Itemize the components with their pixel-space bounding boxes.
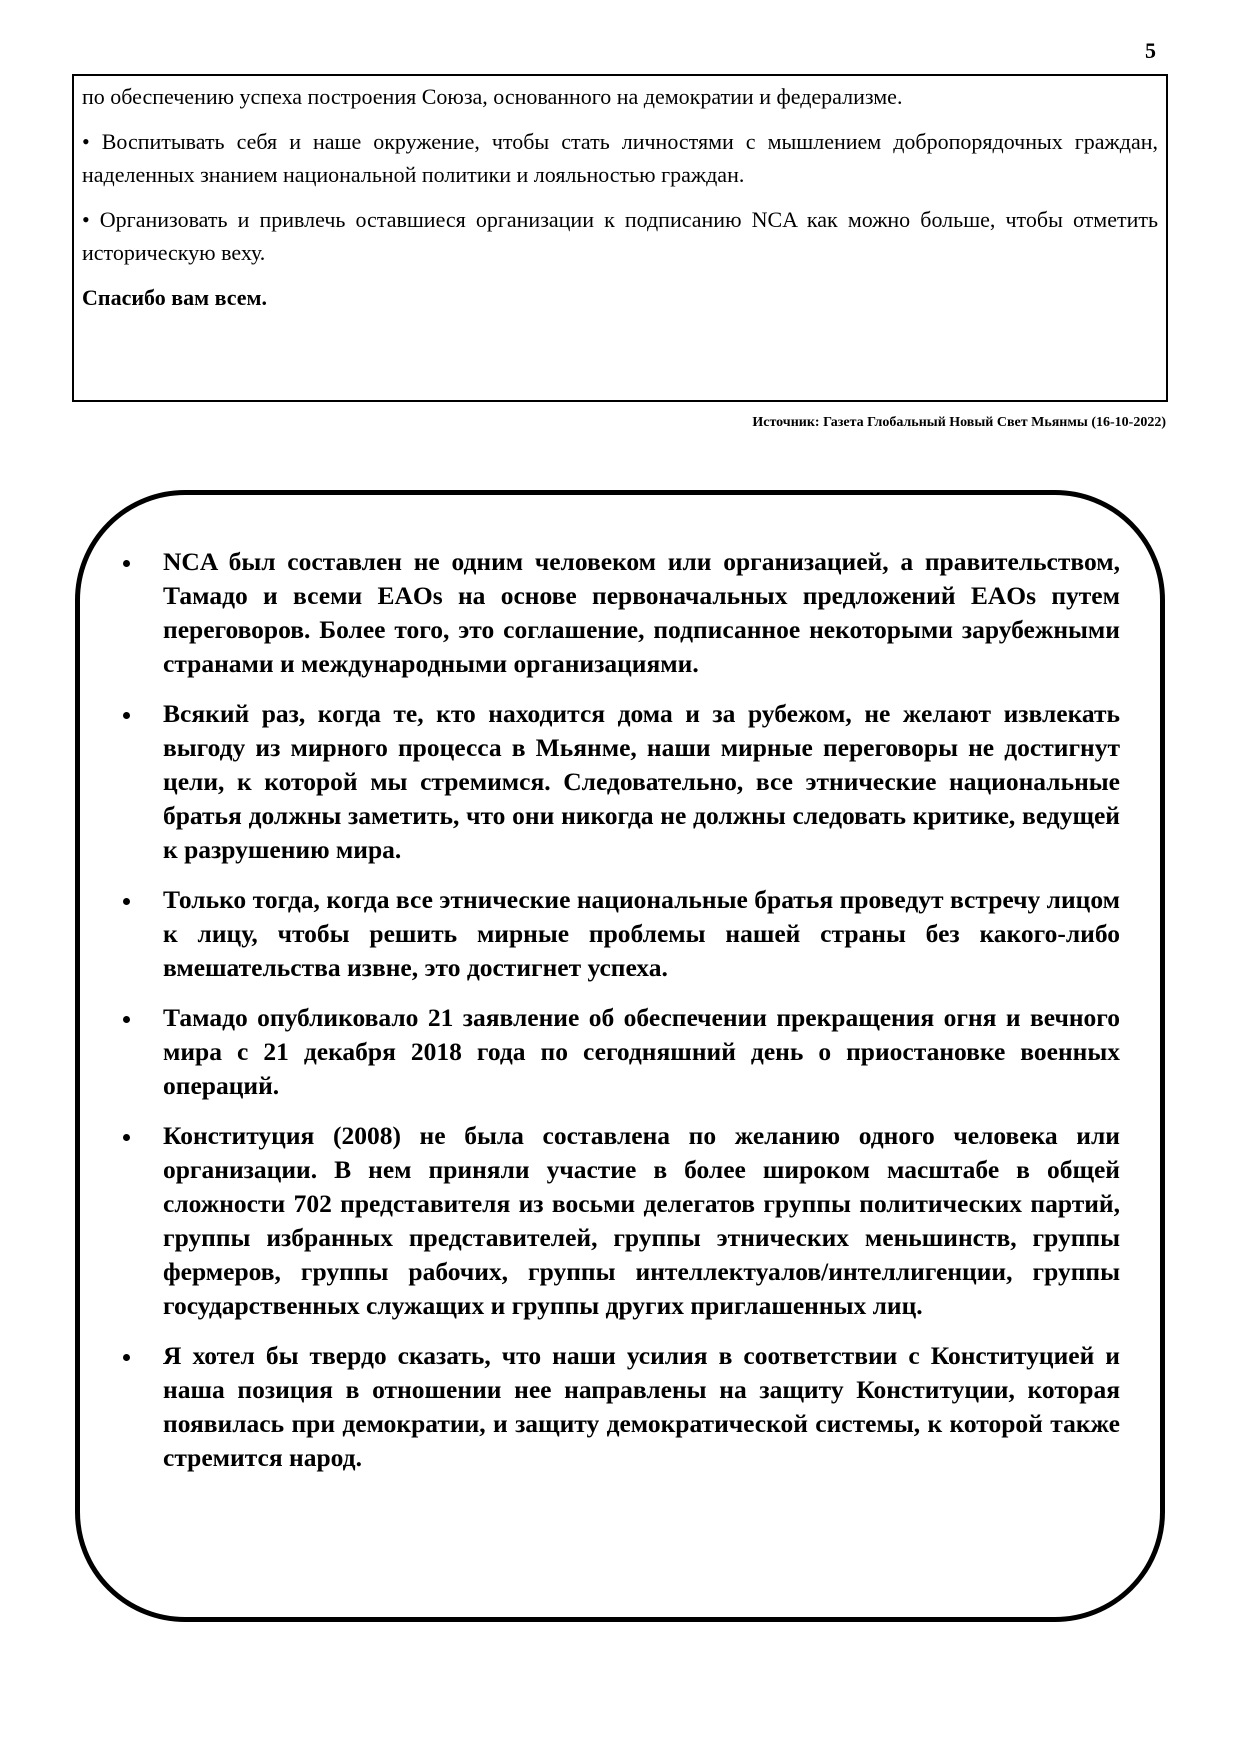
bullet-item (120, 1119, 1120, 1323)
source-citation: Источник: Газета Глобальный Новый Свет Мьянмы (16-10-2022) (752, 415, 1166, 430)
bullet-text: NCA был составлен не одним человеком или организацией, а правительством, Тамадо и всеми EAOs на основе первоначальных предложений EAOs путем переговоров. Более того, это соглашение, подписанное некоторыми зарубежными странами и международными организациями. (163, 547, 1120, 678)
bullet-list (120, 545, 1120, 1491)
bullet-text: Я хотел бы твердо сказать, что наши усилия в соответствии с Конституцией и наша позиция в отношении нее направлены на защиту Конституции, которая появилась при демократии, и защиту демократической системы, к которой также стремится народ. (163, 1341, 1120, 1472)
page-number: 5 (1145, 38, 1156, 63)
bullet-dot-icon (123, 1134, 130, 1141)
bullet-item (120, 545, 1120, 681)
bullet-text: Тамадо опубликовало 21 заявление об обеспечении прекращения огня и вечного мира с 21 декабря 2018 года по сегодняшний день о приостановке военных операций. (163, 1003, 1120, 1100)
bullet-item (120, 1001, 1120, 1103)
bullet-item (120, 1339, 1120, 1475)
quote-paragraph: • Организовать и привлечь оставшиеся организации к подписанию NCA как можно больше, чтобы отметить историческую веху. (82, 207, 1158, 265)
bullet-text: Всякий раз, когда те, кто находится дома и за рубежом, не желают извлекать выгоду из мирного процесса в Мьянме, наши мирные переговоры не достигнут цели, к которой мы стремимся. Следовательно, все этнические национальные братья должны заметить, что они никогда не должны следовать критике, ведущей к разрушению мира. (163, 699, 1120, 864)
bullet-text: Конституция (2008) не была составлена по желанию одного человека или организации. В нем приняли участие в более широком масштабе в общей сложности 702 представителя из восьми делегатов группы политических партий, группы избранных представителей, группы этнических меньшинств, группы фермеров, группы рабочих, группы интеллектуалов/интеллигенции, группы государственных служащих и группы других приглашенных лиц. (163, 1121, 1120, 1320)
bullet-dot-icon (123, 560, 130, 567)
bullet-item (120, 883, 1120, 985)
bullet-item (120, 697, 1120, 867)
bullet-text: Только тогда, когда все этнические национальные братья проведут встречу лицом к лицу, чтобы решить мирные проблемы нашей страны без какого-либо вмешательства извне, это достигнет успеха. (163, 885, 1120, 982)
quote-box (72, 74, 1168, 402)
bullet-dot-icon (123, 1354, 130, 1361)
quote-paragraph: по обеспечению успеха построения Союза, основанного на демократии и федерализме. (82, 84, 903, 109)
thanks-line: Спасибо вам всем. (82, 285, 268, 310)
bullet-dot-icon (123, 1016, 130, 1023)
bullet-dot-icon (123, 712, 130, 719)
quote-paragraph: • Воспитывать себя и наше окружение, чтобы стать личностями с мышлением добропорядочных граждан, наделенных знанием национальной политики и лояльностью граждан. (82, 129, 1158, 187)
bullet-dot-icon (123, 898, 130, 905)
